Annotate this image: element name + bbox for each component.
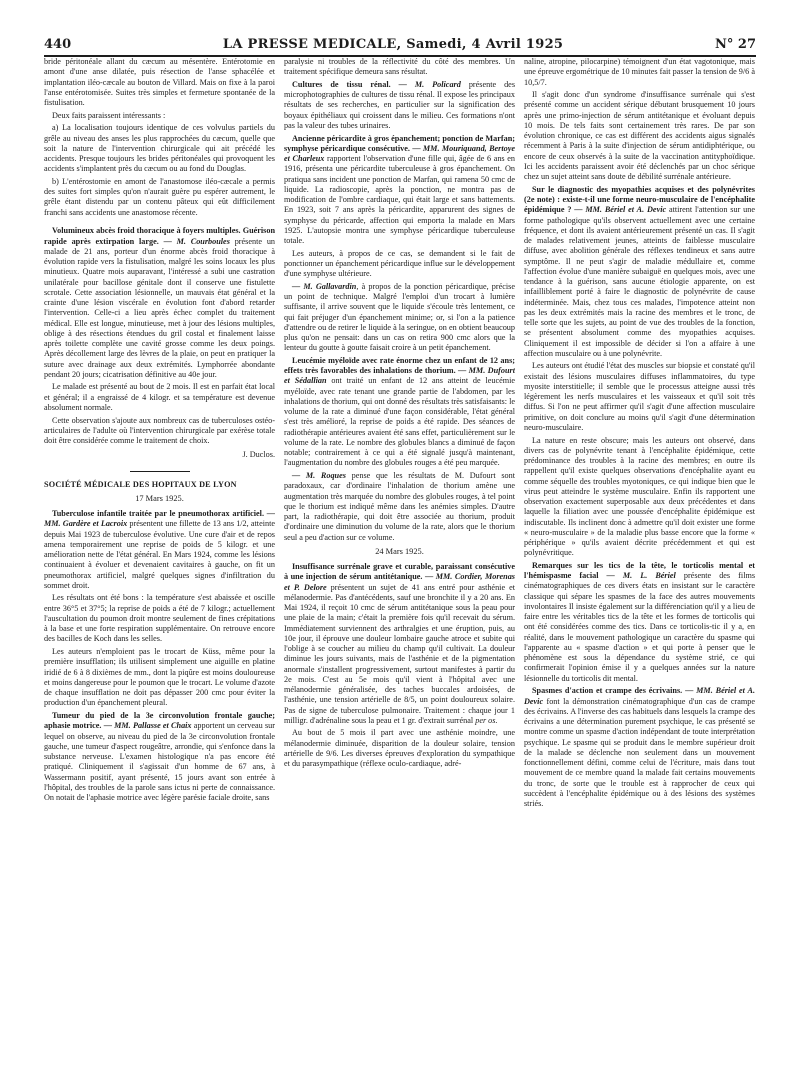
paragraph: bride péritonéale allant du cæcum au mésentère. Entérotomie en amont d'une anse dilatée, puis résection de l'anse sphacélée et implantation iléo-cæcale au bouton de Villard. Mais on fixe à la paroi l'anse entérotomisée. Suites très simples et fermeture spontanée de la fistulisation.	[44, 57, 275, 107]
article-insuffisance	[284, 562, 515, 726]
article-pericardite	[284, 134, 515, 247]
article-author: MM. Bériel et A. Devic	[524, 686, 755, 706]
article-author: — M. Gallavardin	[292, 281, 357, 291]
article-heading: Remarques sur les tics de la tête, le torticolis mental et l'hémispasme facial —	[524, 560, 755, 581]
article-heading: Tumeur du pied de la 3e circonvolution frontale gauche; aphasie motrice. —	[44, 711, 275, 731]
paragraph: Il s'agit donc d'un syndrome d'insuffisance surrénale qui s'est présenté comme un accident sérique débutant brusquement 10 jours après une primo-injection de sérum antitétanique et évoluant depuis 10 mois. De tels faits sont certainement très rares. De par son évolution chronique, ce cas est différent des accidents aigus signalés récemment à Paris à la suite d'injection de sérum antidiphtérique, ou encore de ceux observés à la suite de la vaccination antityphoïdique. Ici les accidents paraissent avoir été déclenchés par un choc sérique chez un sujet atteint sans doute de débilité surrénale antérieure.	[524, 90, 755, 182]
article-heading: Tuberculose infantile traitée par le pneumothorax artificiel. —	[52, 509, 275, 519]
paragraph: paralysie ni troubles de la réflectivité du côté des membres. Un traitement spécifique demeura sans résultat.	[284, 57, 515, 77]
article-author: MM. Gardère et Lacroix	[44, 519, 128, 529]
article-text: présente des microphotographies de cultures de tissu rénal. Il expose les principaux résultats de ses recherches, en particulier sur la signification des boyaux épithéliaux qui croissent dans le milieu. Ces formations n'ont pas la valeur des tubes urinaires.	[284, 79, 515, 130]
paragraph: La nature en reste obscure; mais les auteurs ont observé, dans divers cas de polynévrite tenant à l'encéphalite épidémique, cette prédominance des troubles à la racine des membres; en outre ils rappellent qu'il existe quelques observations d'encéphalite ayant eu comme séquelle des troubles myotoniques, ce qui indique bien que le virus peut atteindre le système musculaire. Enfin ils rapportent une observation exactement superposable aux deux précédentes et dans laquelle la filiation avec une poussée d'encéphalite épidémique est indiscutable. Ils inclinent donc à admettre qu'il doit exister une forme « neuro-musculaire » de la maladie plus basse encore que la forme « périphérique » qu'ils avaient décrite précédemment et qui est polynévritique.	[524, 435, 755, 558]
article-author: MM. Mouriquand, Bertoye et Charleux	[284, 143, 515, 164]
article-tumeur	[44, 711, 275, 803]
article-text: pense que les résultats de M. Dufourt sont paradoxaux, car d'ordinaire l'inhalation de thorium amène une augmentation très marquée du nombre des globules rouges, à tel point que le thorium est indiqué même dans les anémies simples. D'autre part, la radiothérapie, qui doit être associée au thorium, produit d'ordinaire une diminution du volume de la rate, alors que le thorium seul a peu d'action sur ce volume.	[284, 471, 515, 542]
article-text: , à propos de la ponction péricardique, précise un point de technique. Malgré l'emploi d'un trocart à lumière suffisante, il arrive souvent que le liquide s'écoule très lentement, ce qui fait préjuger d'un épanchement minime; or, si l'on a la patience d'attendre ou de retirer le liquide à la seringue, on en obtient beaucoup plus qu'on ne pensait: dans un cas on retira 900 cmc alors que la lenteur du goutte à goutte faisait croire à un petit épanchement.	[284, 281, 515, 353]
article-abces-froid	[44, 226, 275, 380]
article-text: font la démonstration cinématographique d'un cas de crampe des écrivains. A l'inverse des cas habituels dans lesquels la crampe des écrivains a une détermination purement psychique, le cas présenté se montre comme un spasme d'action indépendant de toute interprétation psychique. Le spasme qui se produit dans le membre supérieur droit de la malade se déclenche non seulement dans un mouvement fonctionnellement défini, comme celui de l'écriture, mais dans tout mouvement de ce membre quand la malade fait certains mouvements du tronc, de sorte que le trouble est à rapprocher de ceux qui succèdent à l'encéphalite épidémique ou à des lésions des systèmes striés.	[524, 696, 755, 809]
paragraph: naline, atropine, pilocarpine) témoignent d'un état vagotonique, mais une épreuve ergométrique de 10 minutes fait passer la tension de 9/6 à 10,5/7.	[524, 57, 755, 87]
column-3	[524, 57, 755, 1069]
paragraph: Les auteurs n'emploient pas le trocart de Küss, même pour la première insufflation; ils utilisent simplement une aiguille en platine iridié de 6 à 8 dixièmes de mm., dont la piqûre est moins douloureuse et moins dangereuse pour le poumon que le trocart. Le volume d'azote de chaque insufflation ne doit pas dépasser 200 cmc pour éviter la production d'un épanchement pleural.	[44, 647, 275, 708]
session-date: 24 Mars 1925.	[375, 546, 424, 556]
article-author: M. Policard	[414, 79, 461, 89]
article-heading: Insuffisance surrénale grave et curable, paraissant consécutive à une injection de sérum antitétanique. —	[284, 562, 515, 582]
column-1	[44, 57, 275, 1069]
article-text: présente un malade de 21 ans, porteur d'un énorme abcès froid thoracique à évolution rapide vers la fistulisation, malgré les soins locaux les plus minutieux. Quatre mois auparavant, l'intéressé a subi une castration unilatérale pour bacillose génitale dont il conserve une fistulette scrotale. Cette association lésionnelle, un mauvais état général et la crainte d'une lésion viscérale en évolution font d'abord retarder l'intervention. Celle-ci a lieu après échec complet du traitement médical. Elle est longue, minutieuse, met à jour des lésions multiples, oblige à des résections étendues du gril costal et finalement laisse après toilette complète une cavité grosse comme les deux poings. Après décollement large des lèvres de la plaie, on peut en pratiquer la suture avec drainage aux deux extrémités. Lymphorrée abondante pendant 20 jours; cicatrisation définitive au 40e jour.	[44, 236, 275, 379]
article-heading: Leucémie myéloïde avec rate énorme chez un enfant de 12 ans; effets très favorables des inhalations de thorium. —	[284, 355, 515, 376]
paragraph: Le malade est présenté au bout de 2 mois. Il est en parfait état local et général; il a engraissé de 4 kilogr. et sa température est devenue absolument normale.	[44, 382, 275, 412]
publication-title: LA PRESSE MEDICALE, Samedi, 4 Avril 1925	[222, 37, 564, 52]
article-author: MM. Pallasse et Chaix	[114, 721, 192, 731]
paragraph: a) La localisation toujours identique de ces volvulus partiels du grêle au niveau des anses les plus rapprochées du cæcum, quelle que soit la nature de l'intervention chirurgicale qui ait précédé les accidents. Presque toujours les brides péritonéales qui provoquent les accidents s'implantent près du cæcum ou au fond du Douglas.	[44, 123, 275, 174]
article-author: MM. Cordier, Morenas et P. Delore	[284, 572, 515, 592]
section-divider	[130, 471, 190, 472]
article-text: apportent un cerveau sur lequel on observe, au niveau du pied de la 3e circonvolution frontale gauche, une tumeur d'aspect rougeâtre, arrondie, qui s'enfonce dans la substance nerveuse. L'examen histologique n'a pas encore été pratiqué. Cliniquement il s'agissait d'un homme de 67 ans, à Wassermann positif, ayant présenté, 15 jours avant son entrée à l'hôpital, des troubles de la parole sans ictus ni perte de connaissance. On notait de l'aphasie motrice avec légère parésie faciale droite, sans	[44, 721, 275, 803]
article-heading: Spasmes d'action et crampe des écrivains. —	[532, 686, 694, 696]
session-date: 17 Mars 1925.	[135, 493, 184, 503]
page-header	[44, 30, 756, 57]
paragraph: Deux faits paraissent intéressants :	[52, 110, 166, 120]
text-columns	[44, 57, 756, 1069]
article-text: présentent un sujet de 41 ans entré pour asthénie et mélanodermie. Pas d'antécédents, sauf une bronchite il y a 20 ans. En Mai 1924, il reçoit 10 cmc de sérum antitétanique sous la peau pour une plaie de la main; c'était la première fois qu'il recevait du sérum. Immédiatement surviennent des arthralgies et une éruption, puis, au 10e jour, il éprouve une douleur lombaire gauche atroce et subite qui l'oblige à se coucher au milieu du champ qu'il cultivait. La douleur diminue les jours suivants, mais de l'asthénie et de la pigmentation anormale s'installent progressivement, surtout manifestes à partir du 2e mois. C'est au 5e mois qu'il vient à l'hôpital avec une mélanodermie généralisée, des taches buccales ardoisées, de l'asthénie, une tension artérielle de 8/5, un point douloureux solaire. Pas de signe de tuberculose pulmonaire. Traitement : chaque jour 1 milligr. d'adrénaline sous la peau et 1 gr. d'extrait surrénal	[284, 582, 515, 725]
page-number: 440	[44, 37, 72, 52]
article-text: attirent l'attention sur une forme pathologique qu'ils observent actuellement avec une certaine fréquence, et dont ils avaient antérieurement présenté un cas. Il s'agit de malades relativement jeunes, atteints de faiblesse musculaire diffuse, avec abolition générale des réflexes tendineux et sans autre symptôme. Il ne peut s'agir de maladie médullaire et, comme l'affection évolue d'une manière subaiguë en quelques mois, avec une tendance à la guérison, sans aucune étiologie apparente, on est infailliblement porté à faire le diagnostic de polynévrite de cause indéterminée. Mais, chez tous ces malades, l'impotence atteint non pas les deux extrémités mais la racine des membres et le tronc, de telle sorte que les sujets, au point de vue des troubles de la fonction, se présentent absolument comme des myopathies acquises. Cliniquement il est impossible de décider si l'on a affaire à une affection musculaire ou à une polynévrite.	[524, 205, 755, 358]
article-heading: Ancienne péricardite à gros épanchement; ponction de Marfan; symphyse péricardique consécutive. —	[284, 133, 515, 153]
article-author: M. L. Bériel	[622, 571, 676, 581]
article-text-italic: per os.	[475, 715, 498, 725]
article-text: ont traité un enfant de 12 ans atteint de leucémie myéloïde, avec rate tenant une grande partie de l'abdomen, par les inhalations de thorium, qui ont donné des résultats très satisfaisants: le volume de la rate a diminué d'une façon considérable, l'état général s'est très amélioré, la reprise de poids a été rapide. Des séances de radiothérapie antérieures avaient été sans effet, particulièrement sur le volume de la rate. Le nombre des globules blancs a diminué de façon notable; contrairement à ce qui a été signalé jusqu'à maintenant, l'augmentation du nombre des globules rouges a été peu marquée.	[284, 376, 515, 468]
article-text: présente des films cinématographiques de ces divers états en insistant sur le caractère classique qui sépare les spasmes de la face des autres mouvements involontaires Il insiste également sur la différenciation qu'il y a lieu de faire entre les véritables tics de la tête et les formes de torticolis qui ont été considérées comme des tics. Dans ce torticolis-tic il y a, en réalité, dans le mouvement pathologique un caractère du spasme qui l'apparente au « spasme d'action » et qui porte à penser que le phénomène est sous la dépendance du système strié, ce qui confirmerait l'opinion émise il y a quelques années sur la nature lésionnelle du torticolis dit mental.	[524, 571, 755, 683]
article-author: M. Courboules	[176, 236, 230, 246]
paragraph: Au bout de 5 mois il part avec une asthénie moindre, une mélanodermie diminuée, disparition de la douleur solaire, tension artérielle de 9/6. Les diverses épreuves d'exploration du sympathique et du parasympathique (réflexe oculo-cardiaque, adré-	[284, 728, 515, 769]
signature: J. Duclos.	[242, 450, 275, 460]
paragraph: Les auteurs, à propos de ce cas, se demandent si le fait de ponctionner un épanchement péricardique influe sur le développement d'une symphyse ultérieure.	[284, 248, 515, 279]
article-author: MM. Bériel et A. Devic	[585, 205, 667, 215]
issue-number: N° 27	[715, 37, 756, 52]
paragraph: Les auteurs ont étudié l'état des muscles sur biopsie et constaté qu'il existait des lésions musculaires diffuses inflammatoires, du type myosite interstitielle; il semble que le processus atteigne aussi très légèrement les nerfs musculaires et les vaisseaux et qu'il soit très diffus. Si l'on ne peut affirmer qu'il s'agit d'une affection musculaire primitive, on doit conclure au moins qu'il s'agit d'une détermination neuro-musculaire.	[524, 361, 755, 432]
article-heading: Volumineux abcès froid thoracique à foyers multiples. Guérison rapide après extirpation large. —	[44, 226, 275, 246]
column-2	[284, 57, 515, 1069]
article-spasmes	[524, 686, 755, 809]
article-heading: Sur le diagnostic des myopathies acquises et des polynévrites (2e note) : existe-t-il une forme neuro-musculaire de l'encéphalite épidémique ? —	[524, 184, 755, 215]
discussion	[284, 471, 515, 543]
discussion	[284, 282, 515, 354]
article-cultures	[284, 80, 515, 131]
article-text: rapportent l'observation d'une fille qui, âgée de 6 ans en 1916, présenta une péricardite tuberculeuse à gros épanchement. On pratiqua sans incident une ponction de Marfan, qui ramena 50 cmc de liquide. La radioscopie, après la ponction, ne montra pas de modification de l'ombre cardiaque, qui était large et sans battements. En 1923, soit 7 ans après la péricardite, apparurent des signes de symphyse du péricarde, affection qui emporta la malade en Mars 1925. L'autopsie montra une symphyse péricardique tuberculeuse totale.	[284, 154, 515, 246]
article-heading: Cultures de tissu rénal. —	[292, 79, 407, 89]
paragraph: Les résultats ont été bons : la température s'est abaissée et oscille entre 36°5 et 37°5; la reprise de poids a été de 7 kilogr.; actuellement l'auscultation du poumon droit montre seulement de fines crépitations à la base et une forte respiration supplémentaire. On retrouve encore des bacilles de Koch dans les selles.	[44, 593, 275, 644]
article-author: — M. Roques	[292, 471, 346, 481]
paragraph: Cette observation s'ajoute aux nombreux cas de tuberculoses ostéo-articulaires de l'adulte où l'intervention chirurgicale par exérèse totale doit être considérée comme le traitement de choix.	[44, 415, 275, 446]
paragraph: b) L'entérostomie en amont de l'anastomose iléo-cæcale a permis des suites fort simples qu'on n'aurait guère pu espérer autrement, le grêle étant distendu par un contenu pâteux qui eût difficilement franchi sans accidents une anastomose récente.	[44, 176, 275, 217]
article-leucemie	[284, 356, 515, 469]
article-tuberculose	[44, 509, 275, 591]
article-tics	[524, 561, 755, 684]
article-myopathies	[524, 185, 755, 359]
article-author: MM. Dufourt et Sédallian	[284, 366, 515, 386]
article-text: présentent une fillette de 13 ans 1/2, atteinte depuis Mai 1923 de tuberculose évolutive. Une cure d'air et de repos amena temporairement une reprise de poids de 5 kilogr. et une amélioration nette de l'état général. En Mars 1924, comme les lésions continuaient à évoluer et devenaient cavitaires à gauche, on fit un pneumothorax artificiel, malgré quelques signes d'infiltration du sommet droit.	[44, 519, 275, 590]
society-heading: SOCIÉTÉ MÉDICALE DES HOPITAUX DE LYON	[44, 479, 237, 489]
